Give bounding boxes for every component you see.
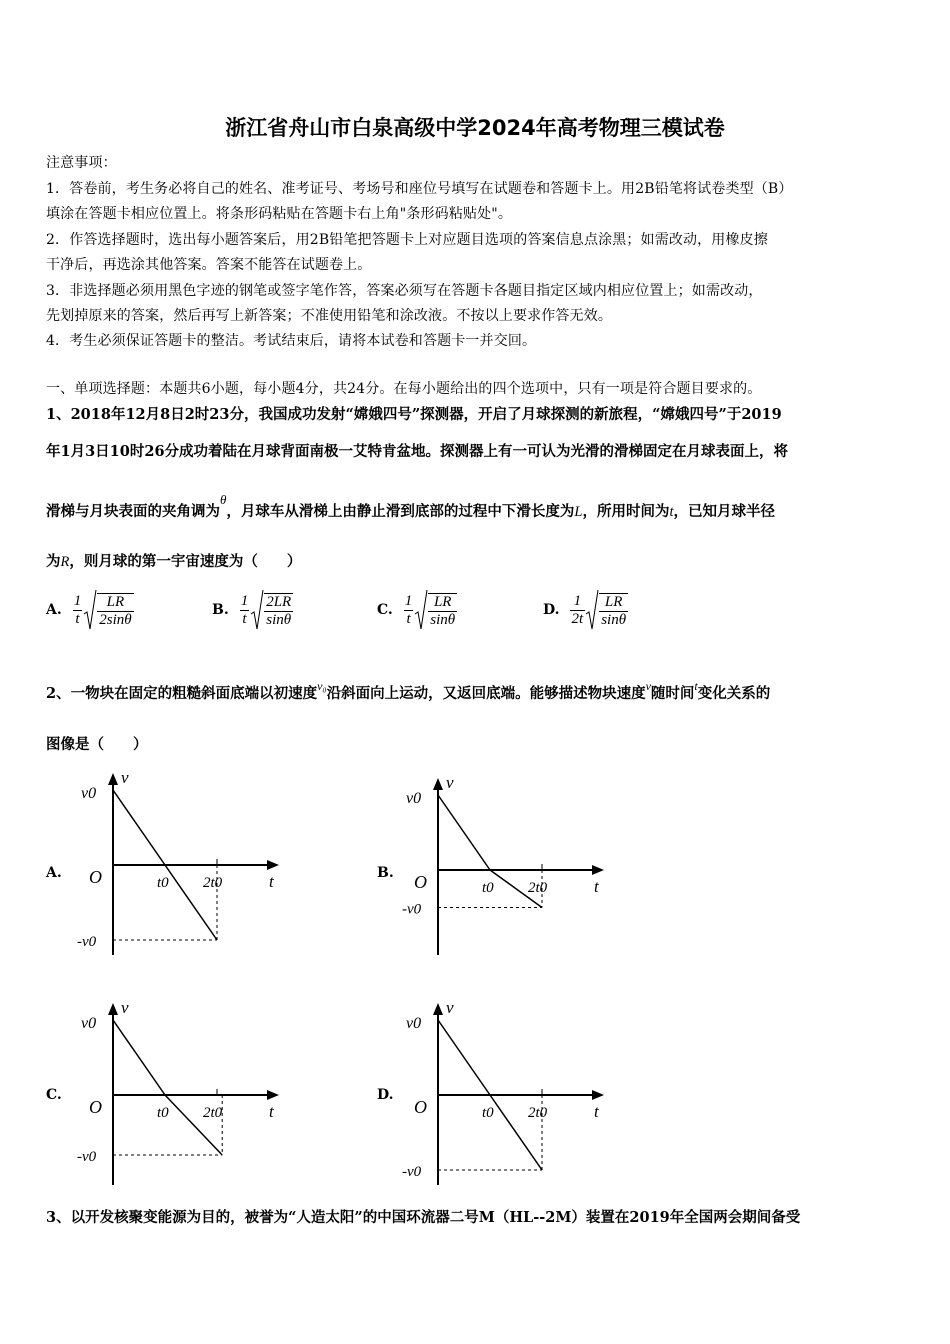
t-axis-arrow-icon	[267, 1090, 279, 1100]
vt-graph-c	[75, 995, 295, 1190]
v0-tick-label: v0	[81, 1015, 97, 1032]
t0-tick-label: t0	[482, 880, 494, 896]
velocity-line-up	[438, 1020, 490, 1095]
two-t0-tick-label: 2t0	[528, 1105, 548, 1121]
q1-option-d[interactable]: D. $\frac{1}{2t}$ $\frac{LR}{\sin\theta}$	[543, 588, 628, 632]
v0-tick-label: v0	[406, 790, 422, 807]
note-line: 3．非选择题必须用黑色字迹的钢笔或签字笔作答，答案必须写在答题卡各题目指定区域内相应位置上；如需改动，	[46, 283, 763, 299]
v-axis-label: v	[121, 998, 129, 1017]
q1-option-c[interactable]: C. $\frac{1}{t}$ $\frac{LR}{\sin\theta}$	[377, 588, 457, 632]
length-symbol: L	[574, 504, 583, 520]
radius-symbol: R	[60, 554, 70, 570]
q2-option-b[interactable]: B.	[377, 865, 394, 881]
q2-line: 图像是（ ）	[46, 736, 148, 753]
t-axis-label: t	[594, 1102, 599, 1121]
q3-line: 3、以开发核聚变能源为目的，被誉为“人造太阳”的中国环流器二号M（HL--2M）装置在2019年全国两会期间备受	[46, 1209, 801, 1226]
t-axis-arrow-icon	[592, 865, 604, 875]
v-axis-arrow-icon	[433, 778, 443, 790]
q1-option-b[interactable]: B. $\frac{1}{t}$ $\frac{2LR}{\sin\theta}$	[212, 588, 293, 632]
q1-line: 滑梯与月块表面的夹角调为θ，月球车从滑梯上由静止滑到底部的过程中下滑长度为L，所用时间为t，已知月球半径	[46, 492, 775, 520]
velocity-line-up	[113, 1020, 165, 1095]
page-title: 浙江省舟山市白泉高级中学2024年高考物理三模试卷	[225, 116, 725, 140]
t-axis-arrow-icon	[267, 860, 279, 870]
radical-sign-icon	[83, 588, 97, 632]
v-symbol: v	[645, 679, 651, 693]
origin-label: O	[89, 1097, 102, 1117]
two-t0-tick-label: 2t0	[203, 1105, 223, 1121]
q1-line: 为R，则月球的第一宇宙速度为（ ）	[46, 553, 302, 570]
neg-v0-tick-label: -v0	[77, 934, 97, 950]
radical-sign-icon	[250, 588, 264, 632]
t0-tick-label: t0	[157, 1105, 169, 1121]
radical-sign-icon	[585, 588, 599, 632]
q2-option-d[interactable]: D.	[377, 1087, 394, 1103]
q1-option-a[interactable]: A. $\frac{1}{t}$ $\frac{LR}{2\sin\theta}$	[46, 588, 134, 632]
two-t0-tick-label: 2t0	[203, 875, 223, 891]
q2-line: 2、一物块在固定的粗糙斜面底端以初速度$^{v_0}$沿斜面向上运动，又返回底端。能够描述物块速度$^v$随时间$^t$变化关系的	[46, 679, 771, 702]
t-axis-label: t	[269, 872, 274, 891]
v-axis-arrow-icon	[108, 773, 118, 785]
two-t0-tick-label: 2t0	[528, 880, 548, 896]
q1-line: 1、2018年12月8日2时23分，我国成功发射“嫦娥四号”探测器，开启了月球探测的新旅程，“嫦娥四号”于2019	[46, 406, 782, 423]
t-symbol: t	[694, 679, 698, 693]
origin-label: O	[414, 1097, 427, 1117]
note-line: 2．作答选择题时，选出每小题答案后，用2B铅笔把答题卡上对应题目选项的答案信息点涂黑；如需改动，用橡皮擦	[46, 232, 768, 248]
theta-symbol: θ	[220, 492, 227, 507]
v-axis-label: v	[446, 773, 454, 792]
t0-tick-label: t0	[482, 1105, 494, 1121]
note-line: 1．答卷前，考生务必将自己的姓名、准考证号、考场号和座位号填写在试题卷和答题卡上。用2B铅笔将试卷类型（B）	[46, 181, 793, 197]
neg-v0-tick-label: -v0	[402, 901, 422, 918]
origin-label: O	[89, 867, 102, 887]
note-line: 填涂在答题卡相应位置上。将条形码粘贴在答题卡右上角"条形码粘贴处"。	[46, 206, 512, 222]
v-axis-arrow-icon	[433, 1003, 443, 1015]
v0-tick-label: v0	[81, 785, 97, 802]
radical-sign-icon	[414, 588, 428, 632]
q2-option-c[interactable]: C.	[46, 1087, 62, 1103]
note-line: 4．考生必须保证答题卡的整洁。考试结束后，请将本试卷和答题卡一并交回。	[46, 333, 537, 349]
v0-symbol: v₀	[317, 679, 327, 693]
notes-heading: 注意事项：	[46, 155, 117, 171]
note-line: 干净后，再选涂其他答案。答案不能答在试题卷上。	[46, 257, 372, 273]
time-symbol: t	[669, 504, 674, 520]
v0-tick-label: v0	[406, 1015, 422, 1032]
t-axis-label: t	[269, 1102, 274, 1121]
origin-label: O	[414, 872, 427, 892]
vt-graph-d	[400, 995, 620, 1185]
velocity-line-up	[113, 790, 165, 865]
velocity-line-down	[165, 1095, 222, 1155]
vt-graph-b	[400, 770, 620, 955]
section-heading: 一、单项选择题：本题共6小题，每小题4分，共24分。在每小题给出的四个选项中，只有一项是符合题目要求的。	[46, 381, 762, 397]
t-axis-label: t	[594, 877, 599, 896]
velocity-line-up	[438, 795, 490, 870]
neg-v0-tick-label: -v0	[77, 1149, 97, 1165]
v-axis-arrow-icon	[108, 1003, 118, 1015]
t-axis-arrow-icon	[592, 1090, 604, 1100]
note-line: 先划掉原来的答案，然后再写上新答案；不准使用铅笔和涂改液。不按以上要求作答无效。	[46, 308, 612, 324]
v-axis-label: v	[446, 998, 454, 1017]
t0-tick-label: t0	[157, 875, 169, 891]
q1-line: 年1月3日10时26分成功着陆在月球背面南极一艾特肯盆地。探测器上有一可认为光滑的滑梯固定在月球表面上，将	[46, 443, 789, 460]
vt-graph-a	[75, 765, 295, 960]
q2-option-a[interactable]: A.	[46, 865, 62, 881]
v-axis-label: v	[121, 768, 129, 787]
neg-v0-tick-label: -v0	[402, 1164, 422, 1180]
